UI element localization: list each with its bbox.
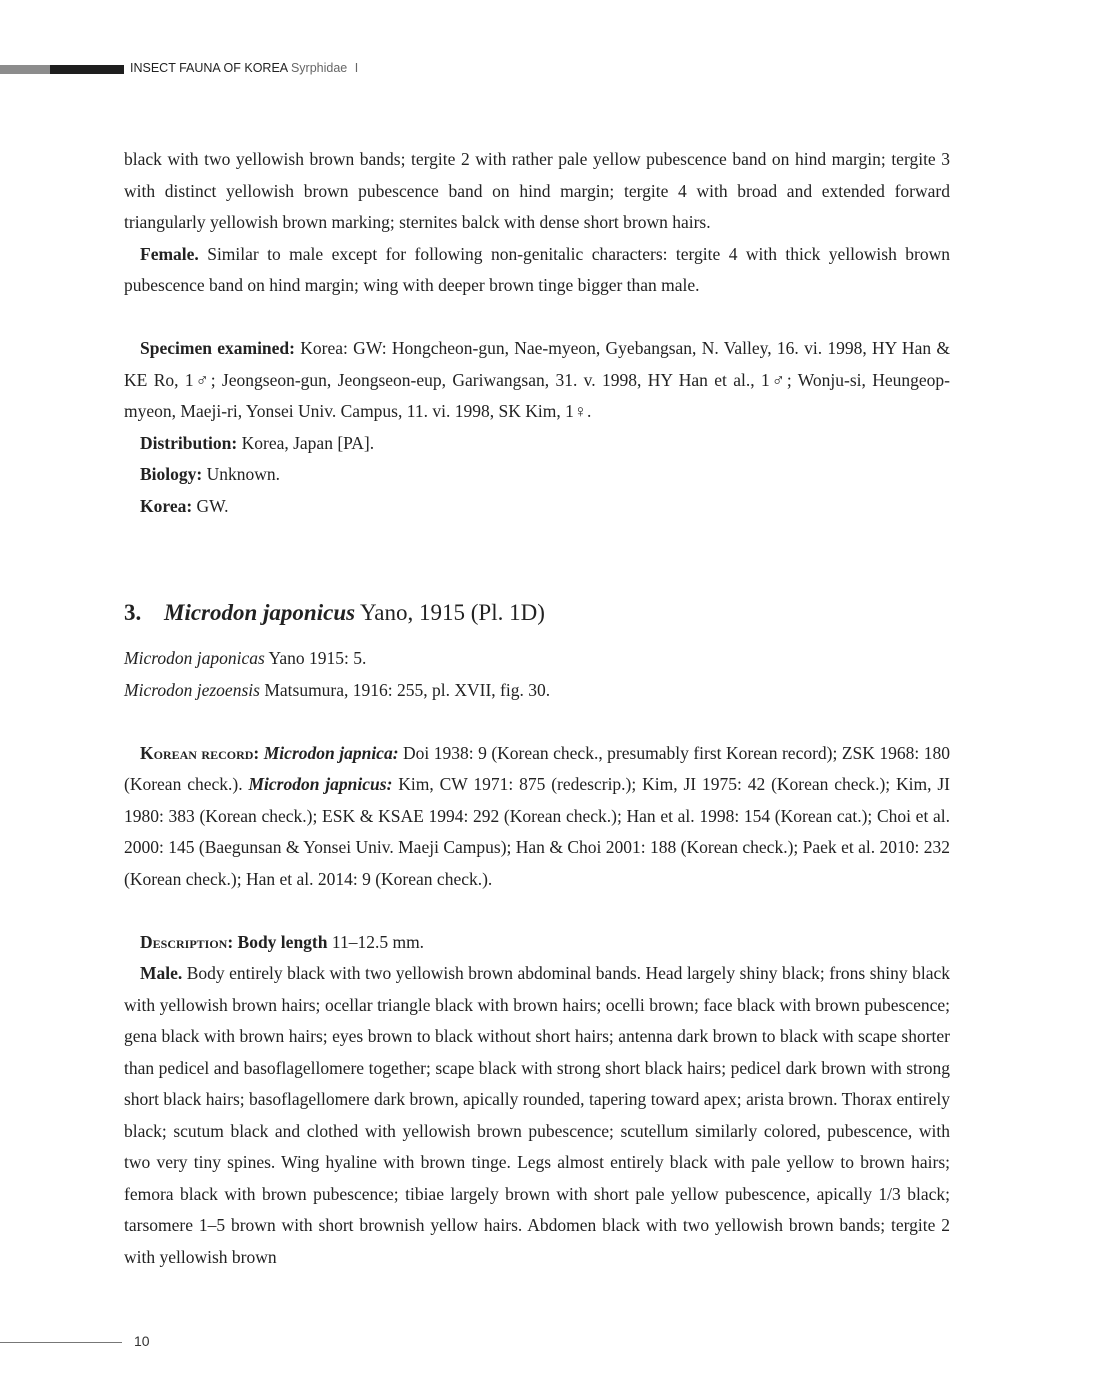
specimen-label: Specimen examined: [140, 338, 295, 358]
body-length-label: Body length [233, 931, 328, 952]
biology-label: Biology: [140, 464, 203, 484]
biology-text: Unknown. [202, 464, 281, 484]
page-body [124, 144, 950, 1273]
distribution-label: Distribution: [140, 432, 238, 453]
header-title: INSECT FAUNA OF KOREA [130, 61, 288, 75]
record-name-2: Microdon japnicus: [242, 774, 393, 794]
record-text-1: Doi 1938: 9 (Korean check., presumably first Korean record); ZSK 1968: 180 (Korean check.). [124, 742, 950, 794]
footer-rule [0, 1342, 122, 1343]
male-text: Body entirely black with two yellowish brown abdominal bands. Head largely shiny black; frons shiny black with yellowish brown hairs; ocellar triangle black with brown hairs; ocelli brown; face black with brown pubescence; gena black with brown hairs; eyes brown to black without short hairs; antenna dark brown to black with scape shorter than pedicel and basoflagellomere together; scape black with strong short black hairs; pedicel dark brown with strong short black hairs; basoflagellomere dark brown, apically rounded, tapering toward apex; arista brown. Thorax entirely black; scutum black and clothed with yellowish brown pubescence; scutellum similarly colored, pubescence, with two very tiny spines. Wing hyaline with brown tinge. Legs almost entirely black with pale yellow to brown hairs; femora black with brown pubescence; tibiae largely brown with short pale yellow pubescence, apically 1/3 black; tarsomere 1–5 brown with short brownish yellow hairs. Abdomen black with two yellowish brown bands; tergite 2 with yellowish brown [124, 963, 950, 1267]
synonym-1-name: Microdon japonicas [124, 648, 265, 668]
record-name-1: Microdon japnica: [259, 742, 399, 763]
synonym-2-name: Microdon jezoensis [124, 679, 260, 700]
paragraph-biology [124, 459, 950, 491]
description-label: Description: [140, 931, 234, 952]
female-text: Similar to male except for following non-genitalic characters: tergite 4 with thick yellowish brown pubescence band on hind margin; wing with deeper brown tinge bigger than male. [124, 243, 950, 295]
spacer [124, 895, 950, 927]
section-title [124, 596, 950, 630]
paragraph-male-abdomen: black with two yellowish brown bands; tergite 2 with rather pale yellow pubescence band on hind margin; tergite 3 with distinct yellowish brown pubescence band on hind margin; tergite 4 with broad and extended forward triangularly yellowish brown marking; sternites balck with dense short brown hairs. [124, 149, 950, 232]
synonym-1 [124, 643, 950, 675]
header-bar-black [50, 65, 124, 74]
record-text-2: Kim, CW 1971: 875 (redescrip.); Kim, JI 1975: 42 (Korean check.); Kim, JI 1980: 383 (Korean check.); ESK & KSAE 1994: 292 (Korean check.); Han et al. 1998: 154 (Korean cat.); Choi et al. 2000: 145 (Baegunsan & Yonsei Univ. Maeji Campus); Han & Choi 2001: 188 (Korean check.); Paek et al. 2010: 232 (Korean check.); Han et al. 2014: 9 (Korean check.). [124, 774, 950, 889]
header-bar-gray [0, 65, 50, 74]
section-number: 3. [124, 600, 142, 625]
paragraph-korean-record [124, 738, 950, 896]
page-number: 10 [134, 1333, 150, 1349]
paragraph-distribution [124, 428, 950, 460]
spacer [124, 522, 950, 585]
header-subtitle: Syrphidae [290, 61, 348, 75]
running-header [130, 61, 358, 75]
header-separator: I [354, 61, 359, 75]
paragraph-description [124, 927, 950, 959]
korean-record-label: Korean record: [140, 742, 260, 763]
spacer [124, 706, 950, 738]
paragraph-male [124, 958, 950, 1273]
species-name: Microdon japonicus [164, 600, 356, 625]
korea-label: Korea: [140, 495, 193, 516]
paragraph-female [124, 239, 950, 302]
synonym-2-ref: Matsumura, 1916: 255, pl. XVII, fig. 30. [259, 679, 551, 700]
paragraph-korea [124, 491, 950, 523]
distribution-text: Korea, Japan [PA]. [237, 432, 375, 453]
species-author: Yano, 1915 (Pl. 1D) [355, 600, 545, 625]
specimen-text: Korea: GW: Hongcheon-gun, Nae-myeon, Gyebangsan, N. Valley, 16. vi. 1998, HY Han & KE Ro, 1♂; Jeongseon-gun, Jeongseon-eup, Gariwangsan, 31. v. 1998, HY Han et al., 1♂; Wonju-si, Heungeop-myeon, Maeji-ri, Yonsei Univ. Campus, 11. vi. 1998, SK Kim, 1♀. [124, 338, 950, 421]
korea-text: GW. [192, 495, 229, 516]
spacer [124, 302, 950, 334]
paragraph-specimen [124, 333, 950, 428]
synonym-2 [124, 675, 950, 707]
female-label: Female. [140, 243, 199, 264]
synonym-1-ref: Yano 1915: 5. [264, 648, 367, 668]
body-length-value: 11–12.5 mm. [327, 931, 425, 952]
male-label: Male. [140, 963, 183, 983]
